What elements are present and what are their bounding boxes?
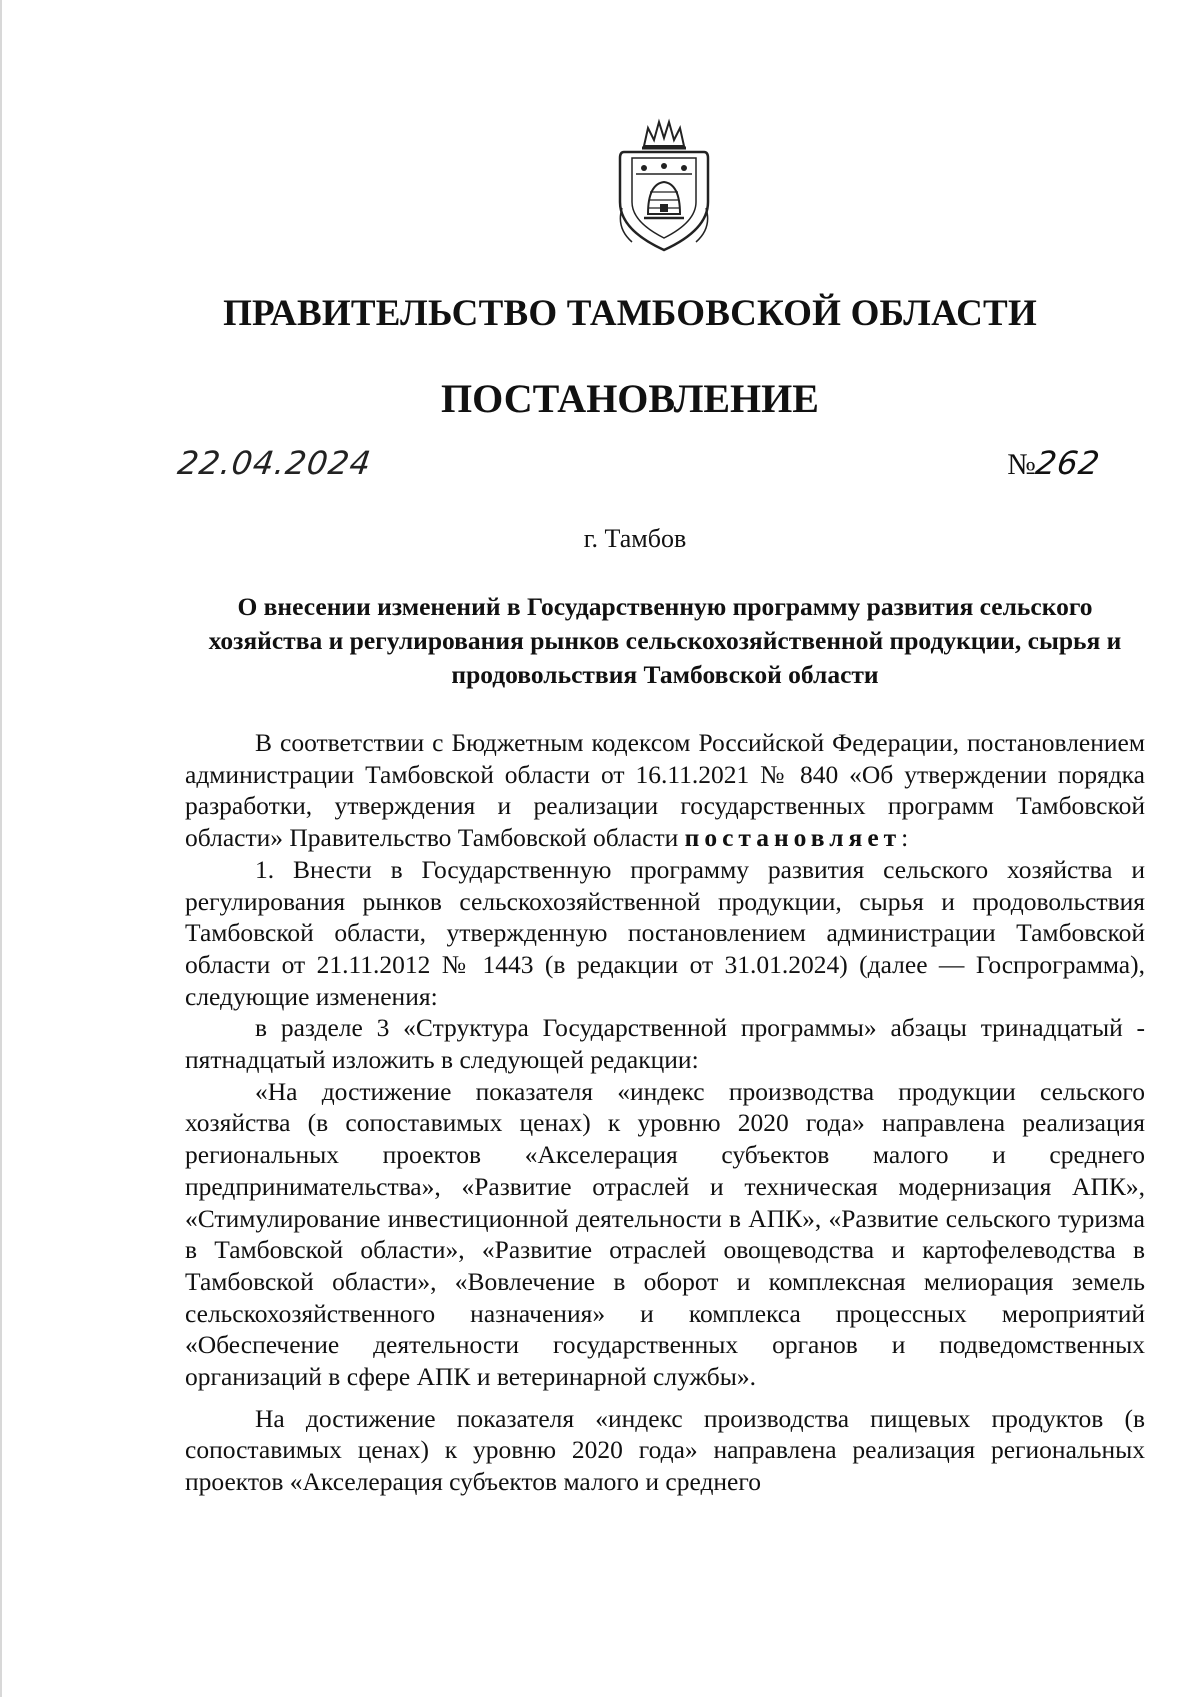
number-value: 262	[1033, 444, 1103, 482]
decree-colon: :	[901, 823, 909, 853]
decree-word: постановляет	[684, 823, 902, 853]
coat-of-arms-icon	[614, 118, 714, 258]
document-date: 22.04.2024	[175, 444, 374, 482]
document-subject: О внесении изменений в Государственную программу развития сельского хозяйства и регулирования рынков сельскохозяйственной продукции, сырья и продовольствия Тамбовской области	[208, 592, 1122, 689]
document-number	[1007, 444, 1103, 482]
paragraph-item-1: 1. Внести в Государственную программу развития сельского хозяйства и регулирования рынков сельскохозяйственной продукции, сырья и продовольствия Тамбовской области, утвержденную постановлением администрации Тамбовской области от 21.11.2012 № 1443 (в редакции от 31.01.2024) (далее — Госпрограмма), следующие изменения:	[185, 854, 1145, 1011]
intro-text: В соответствии с Бюджетным кодексом Российской Федерации, постановлением администрации Тамбовской области от 16.11.2021 № 840 «Об утверждении порядка разработки, утверждения и реализации государственных программ Тамбовской области» Правительство Тамбовской области	[185, 728, 1145, 853]
paragraph-quote-1: «На достижение показателя «индекс производства продукции сельского хозяйства (в сопоставимых ценах) к уровню 2020 года» направлена реализация региональных проектов «Акселерация субъектов малого и среднего предпринимательства», «Развитие отраслей и техническая модернизация АПК», «Стимулирование инвестиционной деятельности в АПК», «Развитие сельского туризма в Тамбовской области», «Развитие отраслей овощеводства и картофелеводства в Тамбовской области», «Вовлечение в оборот и комплексная мелиорация земель сельскохозяйственного назначения» и комплекса процессных мероприятий «Обеспечение деятельности государственных органов и подведомственных организаций в сфере АПК и ветеринарной службы».	[185, 1076, 1145, 1392]
city-label: г. Тамбов	[583, 524, 687, 553]
paragraph-quote-2: На достижение показателя «индекс производства пищевых продуктов (в сопоставимых ценах) к уровню 2020 года» направлена реализация региональных проектов «Акселерация субъектов малого и среднего	[185, 1403, 1145, 1497]
paragraph-intro	[185, 727, 1145, 854]
document-body	[185, 727, 1145, 1498]
scan-edge	[0, 0, 2, 1697]
organization-title: ПРАВИТЕЛЬСТВО ТАМБОВСКОЙ ОБЛАСТИ	[223, 293, 1037, 334]
number-sign: №	[1007, 448, 1036, 481]
paragraph-section-3: в разделе 3 «Структура Государственной программы» абзацы тринадцатый - пятнадцатый изложить в следующей редакции:	[185, 1013, 1145, 1075]
document-type-title: ПОСТАНОВЛЕНИЕ	[441, 376, 819, 421]
